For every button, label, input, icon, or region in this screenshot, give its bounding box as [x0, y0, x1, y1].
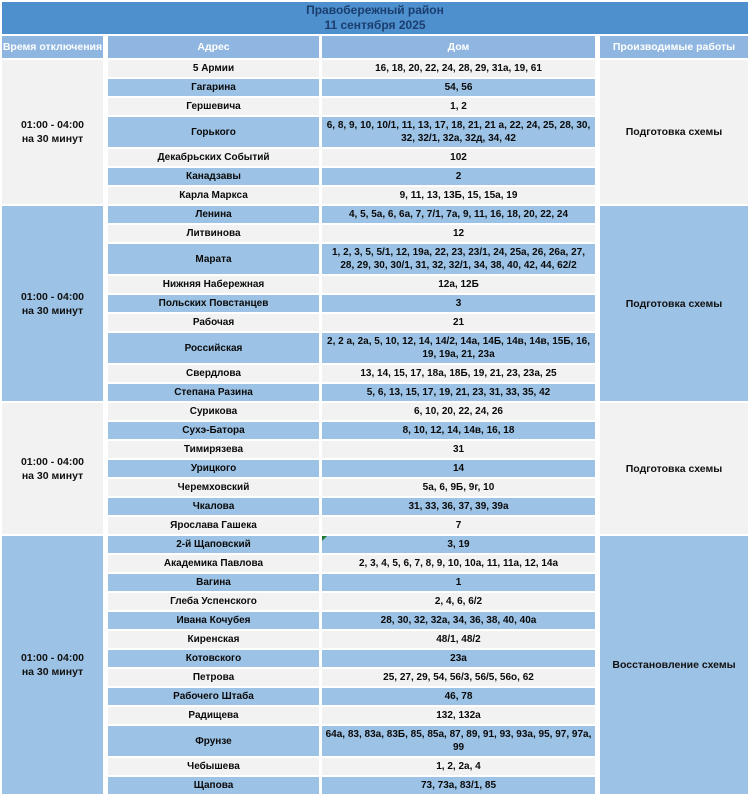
address-cell: Чкалова — [108, 498, 322, 515]
address-cell: Гагарина — [108, 79, 322, 96]
table-row — [108, 295, 600, 314]
table-title — [2, 2, 748, 36]
address-cell: Глеба Успенского — [108, 593, 322, 610]
address-cell: Ивана Кочубея — [108, 612, 322, 629]
table-row — [108, 60, 600, 79]
address-cell: Фрунзе — [108, 726, 322, 756]
table-row — [108, 688, 600, 707]
house-cell: 12 — [322, 225, 600, 242]
schedule-section — [2, 403, 748, 536]
house-cell: 4, 5, 5а, 6, 6а, 7, 7/1, 7а, 9, 11, 16, 18, 20, 22, 24 — [322, 206, 600, 223]
house-cell: 23а — [322, 650, 600, 667]
house-cell: 31 — [322, 441, 600, 458]
address-cell: Марата — [108, 244, 322, 274]
address-cell: 5 Армии — [108, 60, 322, 77]
address-cell: Киренская — [108, 631, 322, 648]
time-cell — [2, 60, 108, 206]
address-cell: Карла Маркса — [108, 187, 322, 204]
house-cell: 14 — [322, 460, 600, 477]
address-cell: Вагина — [108, 574, 322, 591]
address-cell: Тимирязева — [108, 441, 322, 458]
table-row — [108, 384, 600, 403]
house-cell: 132, 132а — [322, 707, 600, 724]
time-cell — [2, 206, 108, 403]
house-cell: 64а, 83, 83а, 83Б, 85, 85а, 87, 89, 91, 93, 93а, 95, 97, 97а, 99 — [322, 726, 600, 756]
address-cell: Канадзавы — [108, 168, 322, 185]
address-cell: Декабрьских Событий — [108, 149, 322, 166]
table-row — [108, 479, 600, 498]
address-cell: Свердлова — [108, 365, 322, 382]
house-cell: 2, 3, 4, 5, 6, 7, 8, 9, 10, 10а, 11, 11а, 12, 14а — [322, 555, 600, 572]
address-cell: Нижняя Набережная — [108, 276, 322, 293]
house-cell: 1, 2, 3, 5, 5/1, 12, 19а, 22, 23, 23/1, 24, 25а, 26, 26а, 27, 28, 29, 30, 30/1, 31, 32, 32/1, 34, 38, 40, 42, 44, 62/2 — [322, 244, 600, 274]
section-rows — [108, 536, 600, 796]
table-row — [108, 612, 600, 631]
table-row — [108, 517, 600, 536]
section-rows — [108, 206, 600, 403]
work-cell: Восстановление схемы — [600, 536, 748, 796]
table-row — [108, 244, 600, 276]
house-cell: 1, 2 — [322, 98, 600, 115]
address-cell: Котовского — [108, 650, 322, 667]
table-row — [108, 149, 600, 168]
house-cell: 102 — [322, 149, 600, 166]
address-cell: Щапова — [108, 777, 322, 794]
house-cell: 5а, 6, 9Б, 9г, 10 — [322, 479, 600, 496]
table-row — [108, 631, 600, 650]
time-duration: на 30 минут — [21, 666, 84, 678]
table-body — [2, 60, 748, 796]
time-cell — [2, 403, 108, 536]
time-range: 01:00 - 04:00 — [20, 119, 85, 131]
address-cell: Урицкого — [108, 460, 322, 477]
table-row — [108, 498, 600, 517]
column-header-row — [2, 36, 748, 60]
table-row — [108, 79, 600, 98]
schedule-date: 11 сентября 2025 — [324, 18, 426, 32]
address-cell: Петрова — [108, 669, 322, 686]
table-row — [108, 365, 600, 384]
time-duration: на 30 минут — [21, 469, 84, 482]
time-duration: на 30 минут — [21, 133, 84, 145]
column-header-time: Время отключения — [2, 36, 108, 58]
column-header-house: Дом — [322, 36, 600, 58]
table-row — [108, 117, 600, 149]
table-row — [108, 276, 600, 295]
table-row — [108, 669, 600, 688]
section-rows — [108, 60, 600, 206]
time-duration: на 30 минут — [21, 304, 84, 317]
cell-comment-marker-icon — [322, 536, 327, 541]
address-cell: Горького — [108, 117, 322, 147]
address-cell: 2-й Щаповский — [108, 536, 322, 553]
address-cell: Чебышева — [108, 758, 322, 775]
house-cell: 5, 6, 13, 15, 17, 19, 21, 23, 31, 33, 35, 42 — [322, 384, 600, 401]
work-cell: Подготовка схемы — [600, 206, 748, 403]
address-cell: Сухэ-Батора — [108, 422, 322, 439]
schedule-section — [2, 536, 748, 796]
house-cell: 2, 4, 6, 6/2 — [322, 593, 600, 610]
house-cell: 46, 78 — [322, 688, 600, 705]
address-cell: Ленина — [108, 206, 322, 223]
schedule-section — [2, 206, 748, 403]
time-range: 01:00 - 04:00 — [20, 290, 85, 303]
table-row — [108, 777, 600, 796]
table-row — [108, 441, 600, 460]
house-cell: 6, 8, 9, 10, 10/1, 11, 13, 17, 18, 21, 21 а, 22, 24, 25, 28, 30, 32, 32/1, 32а, 32д, 34, 42 — [322, 117, 600, 147]
house-cell: 1 — [322, 574, 600, 591]
table-row — [108, 187, 600, 206]
address-cell: Черемховский — [108, 479, 322, 496]
house-cell: 28, 30, 32, 32а, 34, 36, 38, 40, 40а — [322, 612, 600, 629]
address-cell: Польских Повстанцев — [108, 295, 322, 312]
table-row — [108, 650, 600, 669]
table-row — [108, 314, 600, 333]
address-cell: Ярослава Гашека — [108, 517, 322, 534]
work-cell: Подготовка схемы — [600, 60, 748, 206]
section-rows — [108, 403, 600, 536]
address-cell: Радищева — [108, 707, 322, 724]
house-cell: 48/1, 48/2 — [322, 631, 600, 648]
house-cell: 2 — [322, 168, 600, 185]
address-cell: Сурикова — [108, 403, 322, 420]
house-cell: 7 — [322, 517, 600, 534]
table-row — [108, 707, 600, 726]
address-cell: Рабочая — [108, 314, 322, 331]
house-cell: 3 — [322, 295, 600, 312]
house-cell: 12а, 12Б — [322, 276, 600, 293]
table-row — [108, 574, 600, 593]
table-row — [108, 758, 600, 777]
table-row — [108, 168, 600, 187]
address-cell: Литвинова — [108, 225, 322, 242]
house-cell: 31, 33, 36, 37, 39, 39а — [322, 498, 600, 515]
table-row — [108, 225, 600, 244]
address-cell: Российская — [108, 333, 322, 363]
table-row — [108, 555, 600, 574]
address-cell: Академика Павлова — [108, 555, 322, 572]
table-row — [108, 403, 600, 422]
time-range: 01:00 - 04:00 — [20, 455, 85, 468]
table-row — [108, 206, 600, 225]
address-cell: Рабочего Штаба — [108, 688, 322, 705]
house-cell: 54, 56 — [322, 79, 600, 96]
column-header-address: Адрес — [108, 36, 322, 58]
house-cell: 2, 2 а, 2а, 5, 10, 12, 14, 14/2, 14а, 14Б, 14в, 14в, 15Б, 16, 19, 19а, 21, 23а — [322, 333, 600, 363]
address-cell: Гершевича — [108, 98, 322, 115]
house-cell: 1, 2, 2а, 4 — [322, 758, 600, 775]
schedule-section — [2, 60, 748, 206]
time-cell — [2, 536, 108, 796]
table-row — [108, 726, 600, 758]
table-row — [108, 460, 600, 479]
house-cell: 16, 18, 20, 22, 24, 28, 29, 31а, 19, 61 — [322, 60, 600, 77]
table-row — [108, 593, 600, 612]
house-cell: 73, 73а, 83/1, 85 — [322, 777, 600, 794]
house-cell: 21 — [322, 314, 600, 331]
house-cell: 13, 14, 15, 17, 18а, 18Б, 19, 21, 23, 23а, 25 — [322, 365, 600, 382]
table-row — [108, 422, 600, 441]
work-cell: Подготовка схемы — [600, 403, 748, 536]
district-title: Правобережный район — [306, 3, 444, 17]
table-row — [108, 333, 600, 365]
house-cell: 9, 11, 13, 13Б, 15, 15а, 19 — [322, 187, 600, 204]
table-row — [108, 536, 600, 555]
table-row — [108, 98, 600, 117]
time-range: 01:00 - 04:00 — [20, 652, 85, 664]
address-cell: Степана Разина — [108, 384, 322, 401]
house-cell: 25, 27, 29, 54, 56/3, 56/5, 56о, 62 — [322, 669, 600, 686]
column-header-work: Производимые работы — [600, 36, 748, 58]
house-cell: 3, 19 — [322, 536, 600, 553]
house-cell: 6, 10, 20, 22, 24, 26 — [322, 403, 600, 420]
house-cell: 8, 10, 12, 14, 14в, 16, 18 — [322, 422, 600, 439]
